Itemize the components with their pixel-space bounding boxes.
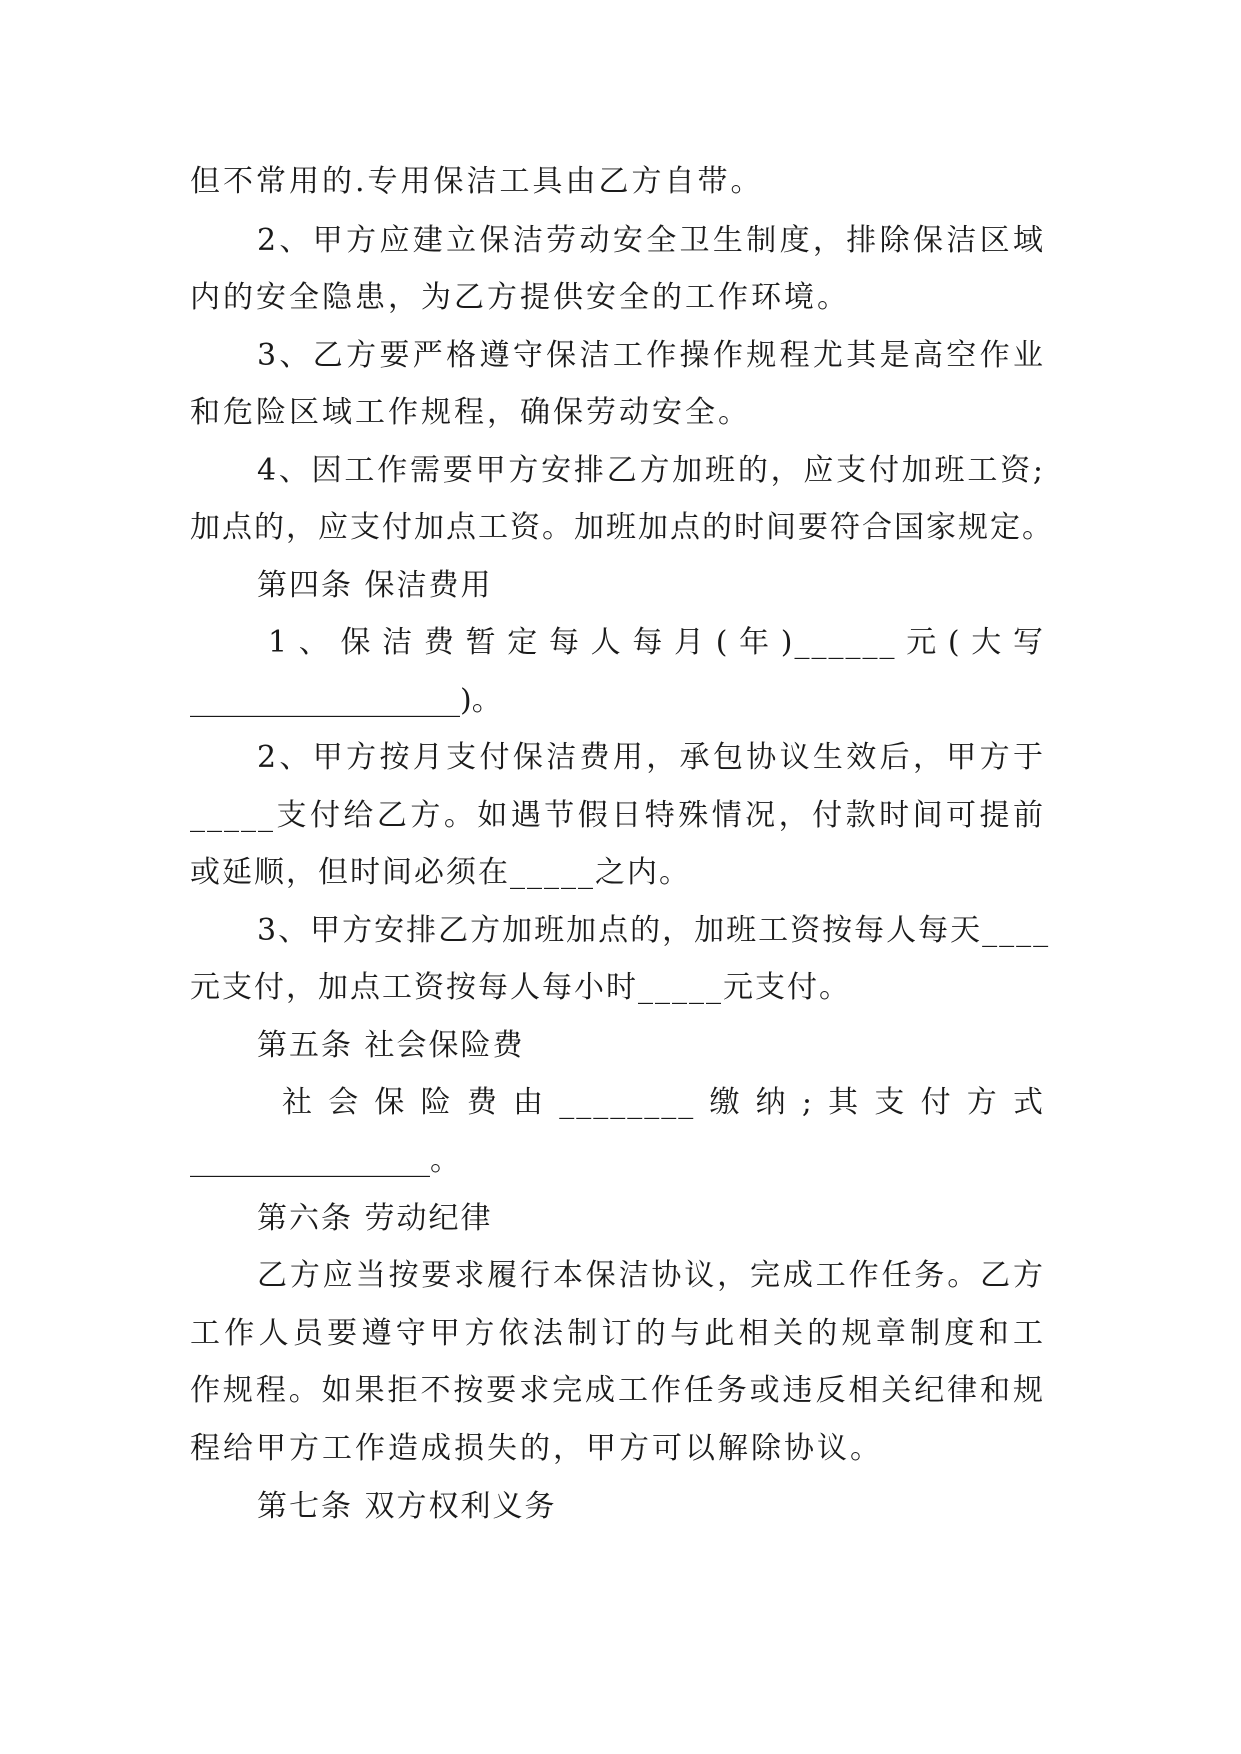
article-6-heading: 第六条 劳动纪律 bbox=[257, 1201, 493, 1236]
article-6-line: 乙方应当按要求履行本保洁协议，完成工作任务。乙方 bbox=[257, 1258, 1045, 1293]
clause-3-2-line: 2、甲方应建立保洁劳动安全卫生制度，排除保洁区域 bbox=[257, 223, 1045, 258]
clause-4-2-line: 2、甲方按月支付保洁费用，承包协议生效后，甲方于 bbox=[257, 740, 1045, 775]
text-line: 程给甲方工作造成损失的，甲方可以解除协议。 bbox=[190, 1431, 883, 1466]
clause-4-1-line: 1、保洁费暂定每人每月(年)______元(大写 bbox=[268, 625, 1045, 660]
text-line: 或延顺，但时间必须在_____之内。 bbox=[190, 855, 691, 890]
text-line: 但不常用的.专用保洁工具由乙方自带。 bbox=[190, 164, 764, 199]
text-line: __________________)。 bbox=[190, 683, 502, 718]
text-line: 元支付，加点工资按每人每小时_____元支付。 bbox=[190, 970, 851, 1005]
clause-3-3-line: 3、乙方要严格遵守保洁工作操作规程尤其是高空作业 bbox=[257, 338, 1045, 373]
article-4-heading: 第四条 保洁费用 bbox=[257, 568, 493, 603]
article-5-line: 社会保险费由________缴纳;其支付方式 bbox=[282, 1085, 1045, 1120]
text-line: 作规程。如果拒不按要求完成工作任务或违反相关纪律和规 bbox=[190, 1373, 1045, 1408]
text-line: 加点的，应支付加点工资。加班加点的时间要符合国家规定。 bbox=[190, 510, 1054, 545]
article-7-heading: 第七条 双方权利义务 bbox=[257, 1489, 557, 1524]
text-line: 工作人员要遵守甲方依法制订的与此相关的规章制度和工 bbox=[190, 1316, 1045, 1351]
clause-3-4-line: 4、因工作需要甲方安排乙方加班的，应支付加班工资; bbox=[257, 453, 1045, 488]
text-line: 内的安全隐患，为乙方提供安全的工作环境。 bbox=[190, 280, 850, 315]
clause-4-3-line: 3、甲方安排乙方加班加点的，加班工资按每人每天____ bbox=[257, 913, 1051, 948]
text-line: ________________。 bbox=[190, 1143, 460, 1178]
text-line: 和危险区域工作规程，确保劳动安全。 bbox=[190, 395, 751, 430]
article-5-heading: 第五条 社会保险费 bbox=[257, 1028, 525, 1063]
text-line: _____支付给乙方。如遇节假日特殊情况，付款时间可提前 bbox=[190, 798, 1045, 833]
